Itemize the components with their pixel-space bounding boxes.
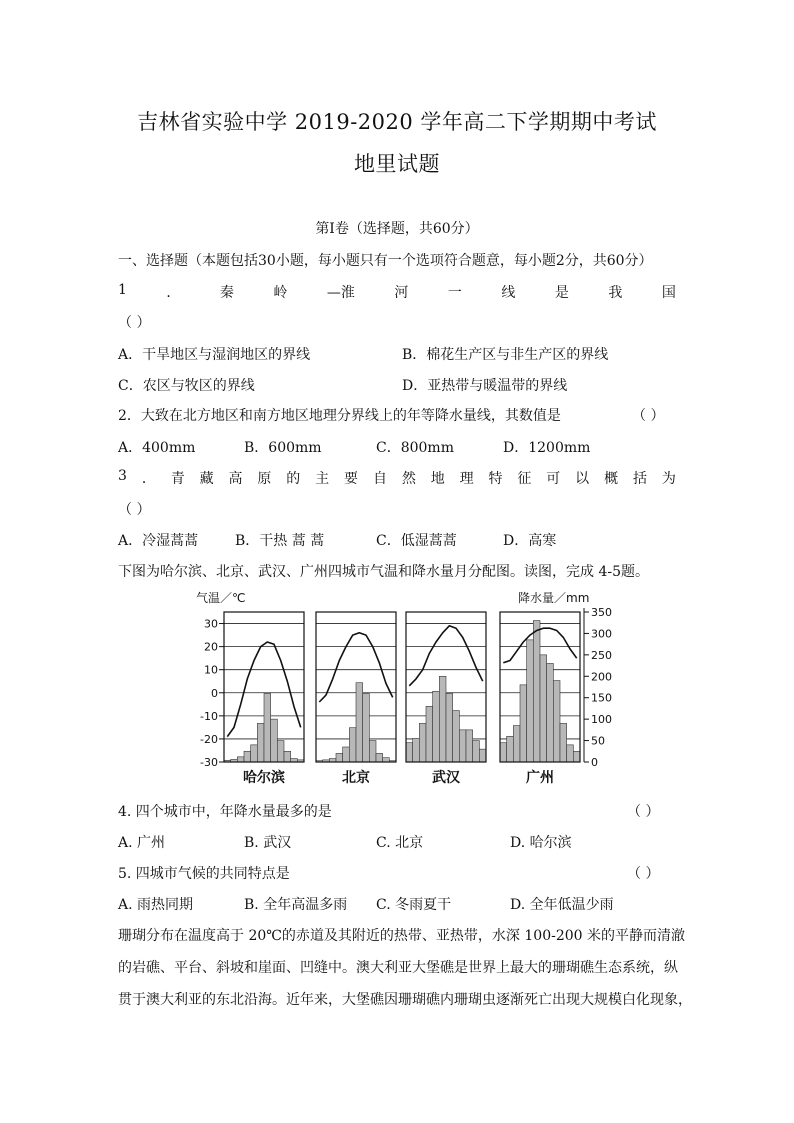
city-panel-2 (406, 612, 486, 786)
part-heading: 一、选择题（本题包括30小题，每小题只有一个选项符合题意，每小题2分，共60分） (118, 253, 653, 269)
precip-bar (413, 738, 420, 762)
precip-bar (277, 741, 284, 762)
q3-stem (118, 468, 676, 488)
q1-option-c: C．农区与牧区的界线 (118, 378, 255, 394)
precip-bar (560, 723, 567, 762)
q3-char: 青 (170, 471, 185, 487)
q1-stem (118, 282, 676, 302)
q3-char: 主 (315, 471, 330, 487)
city-panel-0 (224, 612, 304, 786)
precip-tick-label: 300 (591, 627, 612, 641)
q4-option-c: C. 北京 (376, 835, 424, 851)
exam-subtitle: 地里试题 (354, 152, 440, 176)
q1-option-d: D．亚热带与暖温带的界线 (402, 378, 568, 394)
precip-bar (343, 747, 350, 762)
precip-bar (284, 751, 291, 762)
precip-bar (419, 723, 426, 762)
q3-char: 地 (430, 471, 445, 487)
precip-bar (553, 681, 560, 762)
q1-char: 秦 (219, 285, 234, 301)
temp-tick-label: -30 (200, 756, 218, 769)
precip-bar (500, 743, 507, 762)
climate-chart-svg (190, 588, 620, 793)
precip-bar (271, 719, 278, 762)
q2-option-d: D．1200mm (503, 440, 591, 456)
q3-char: 的 (286, 471, 301, 487)
precip-bar (244, 751, 251, 762)
q3-char: 为 (661, 471, 676, 487)
q5-option-a: A. 雨热同期 (118, 897, 194, 913)
precip-bar (540, 655, 547, 762)
left-axis-label: 气温／℃ (196, 591, 246, 605)
q4-option-a: A. 广州 (118, 835, 166, 851)
city-panel-3 (500, 612, 580, 786)
city-label: 武汉 (432, 770, 460, 786)
q5-option-d: D. 全年低温少雨 (510, 897, 614, 913)
precip-bar (369, 741, 376, 762)
q3-char: 藏 (199, 471, 214, 487)
q5-option-b: B. 全年高温多雨 (244, 897, 348, 913)
precip-bar (473, 741, 480, 762)
precip-bar (573, 751, 580, 762)
q3-option-b: B．干热 蒿 蒿 (235, 533, 325, 549)
q4-stem: 4. 四个城市中，年降水量最多的是 (118, 804, 332, 820)
q5-option-c: C. 冬雨夏干 (376, 897, 452, 913)
precip-bar (426, 706, 433, 762)
precip-bar (349, 728, 356, 762)
q1-char: 我 (608, 285, 623, 301)
temp-tick-label: 20 (204, 640, 218, 654)
q2-stem: 2．大致在北方地区和南方地区地理分界线上的年等降水量线，其数值是 (118, 408, 561, 424)
q3-char: 高 (228, 471, 243, 487)
precip-bar (533, 621, 540, 762)
temp-tick-label: 10 (204, 663, 218, 677)
coral-passage-line: 的岩礁、平台、斜坡和崖面、凹缝中。澳大利亚大堡礁是世界上最大的珊瑚礁生态系统，纵 (118, 960, 678, 976)
precip-tick-label: 250 (591, 648, 612, 662)
precip-bar (507, 736, 514, 762)
precip-bar (406, 743, 413, 762)
q3-char: 3 (118, 468, 127, 484)
q3-char: 原 (257, 471, 272, 487)
q1-char: 河 (394, 285, 409, 301)
precip-bar (513, 726, 520, 762)
q3-option-d: D．高寒 (503, 533, 557, 549)
q2-option-a: A．400mm (118, 440, 196, 456)
precip-bar (567, 745, 574, 762)
q4-option-b: B. 武汉 (244, 835, 292, 851)
temp-tick-label: -20 (200, 732, 218, 746)
precip-tick-label: 200 (591, 670, 612, 684)
exam-title: 吉林省实验中学 2019-2020 学年高二下学期期中考试 (137, 110, 657, 134)
precip-tick-label: 150 (591, 691, 612, 705)
precip-bar (433, 691, 440, 762)
city-label: 北京 (342, 770, 370, 786)
precip-bar (383, 758, 390, 762)
precip-bar (520, 685, 527, 762)
precip-bar (439, 676, 446, 762)
q3-char: 然 (401, 471, 416, 487)
climate-chart (190, 588, 620, 793)
q3-answer-paren: （ ） (118, 502, 151, 518)
q5-answer-paren: （ ） (627, 866, 660, 882)
q3-option-a: A．冷湿蒿蒿 (118, 533, 199, 549)
city-label: 哈尔滨 (243, 770, 285, 786)
q2-answer-paren: （ ） (632, 408, 665, 424)
precip-tick-label: 350 (591, 606, 612, 619)
coral-passage-line: 贯于澳大利亚的东北沿海。近年来，大堡礁因珊瑚礁内珊瑚虫逐渐死亡出现大规模白化现象， (118, 992, 692, 1008)
precip-bar (237, 757, 244, 762)
q1-option-a: A．干旱地区与湿润地区的界线 (118, 347, 311, 363)
section-heading: 第Ⅰ卷（选择题，共60分） (315, 221, 479, 237)
q4-option-d: D. 哈尔滨 (510, 835, 572, 851)
temp-tick-label: -10 (200, 709, 218, 723)
precip-bar (336, 753, 343, 762)
precip-tick-label: 100 (591, 713, 612, 727)
temp-tick-label: 0 (211, 686, 218, 700)
precip-tick-label: 50 (591, 734, 605, 748)
right-axis-label: 降水量／mm (518, 591, 590, 605)
coral-passage-line: 珊瑚分布在温度高于 20℃的赤道及其附近的热带、亚热带，水深 100-200 米的平静而清澈 (118, 928, 685, 944)
q3-char: 括 (632, 471, 647, 487)
city-panel-1 (316, 612, 396, 786)
q2-option-c: C．800mm (376, 440, 454, 456)
q3-char: 特 (488, 471, 503, 487)
q1-char: 国 (661, 285, 676, 301)
precip-bar (264, 693, 271, 762)
q3-char: 要 (344, 471, 359, 487)
q3-char: 可 (546, 471, 561, 487)
precip-bar (363, 693, 370, 762)
precip-bar (547, 663, 554, 762)
q1-char: 1 (118, 282, 127, 298)
q3-char: 自 (372, 471, 387, 487)
precip-bar (459, 730, 466, 762)
chart-intro: 下图为哈尔滨、北京、武汉、广州四城市气温和降水量月分配图。读图，完成 4-5题。 (118, 564, 649, 580)
q1-option-b: B．棉花生产区与非生产区的界线 (402, 347, 609, 363)
city-label: 广州 (526, 770, 554, 786)
precip-bar (479, 749, 486, 762)
precip-bar (527, 640, 534, 762)
q1-char: 是 (554, 285, 569, 301)
q3-char: 概 (604, 471, 619, 487)
q4-answer-paren: （ ） (627, 804, 660, 820)
precip-bar (257, 723, 264, 762)
precip-bar (376, 753, 383, 762)
precip-bar (251, 745, 258, 762)
q3-char: 理 (459, 471, 474, 487)
q1-char: —淮 (326, 285, 355, 301)
q5-stem: 5. 四城市气候的共同特点是 (118, 866, 290, 882)
q1-char: 一 (447, 285, 462, 301)
q3-char: 以 (575, 471, 590, 487)
q1-char: 岭 (273, 285, 288, 301)
temp-tick-label: 30 (204, 617, 218, 631)
q3-char: ． (141, 471, 156, 487)
q1-char: ． (166, 285, 181, 301)
q3-char: 征 (517, 471, 532, 487)
q1-answer-paren: （ ） (118, 315, 151, 331)
precip-tick-label: 0 (591, 756, 598, 769)
q2-option-b: B．600mm (244, 440, 322, 456)
precip-bar (466, 730, 473, 762)
precip-bar (356, 683, 363, 762)
q1-char: 线 (501, 285, 516, 301)
q3-option-c: C．低湿蒿蒿 (376, 533, 457, 549)
precip-bar (446, 693, 453, 762)
precip-bar (453, 711, 460, 762)
